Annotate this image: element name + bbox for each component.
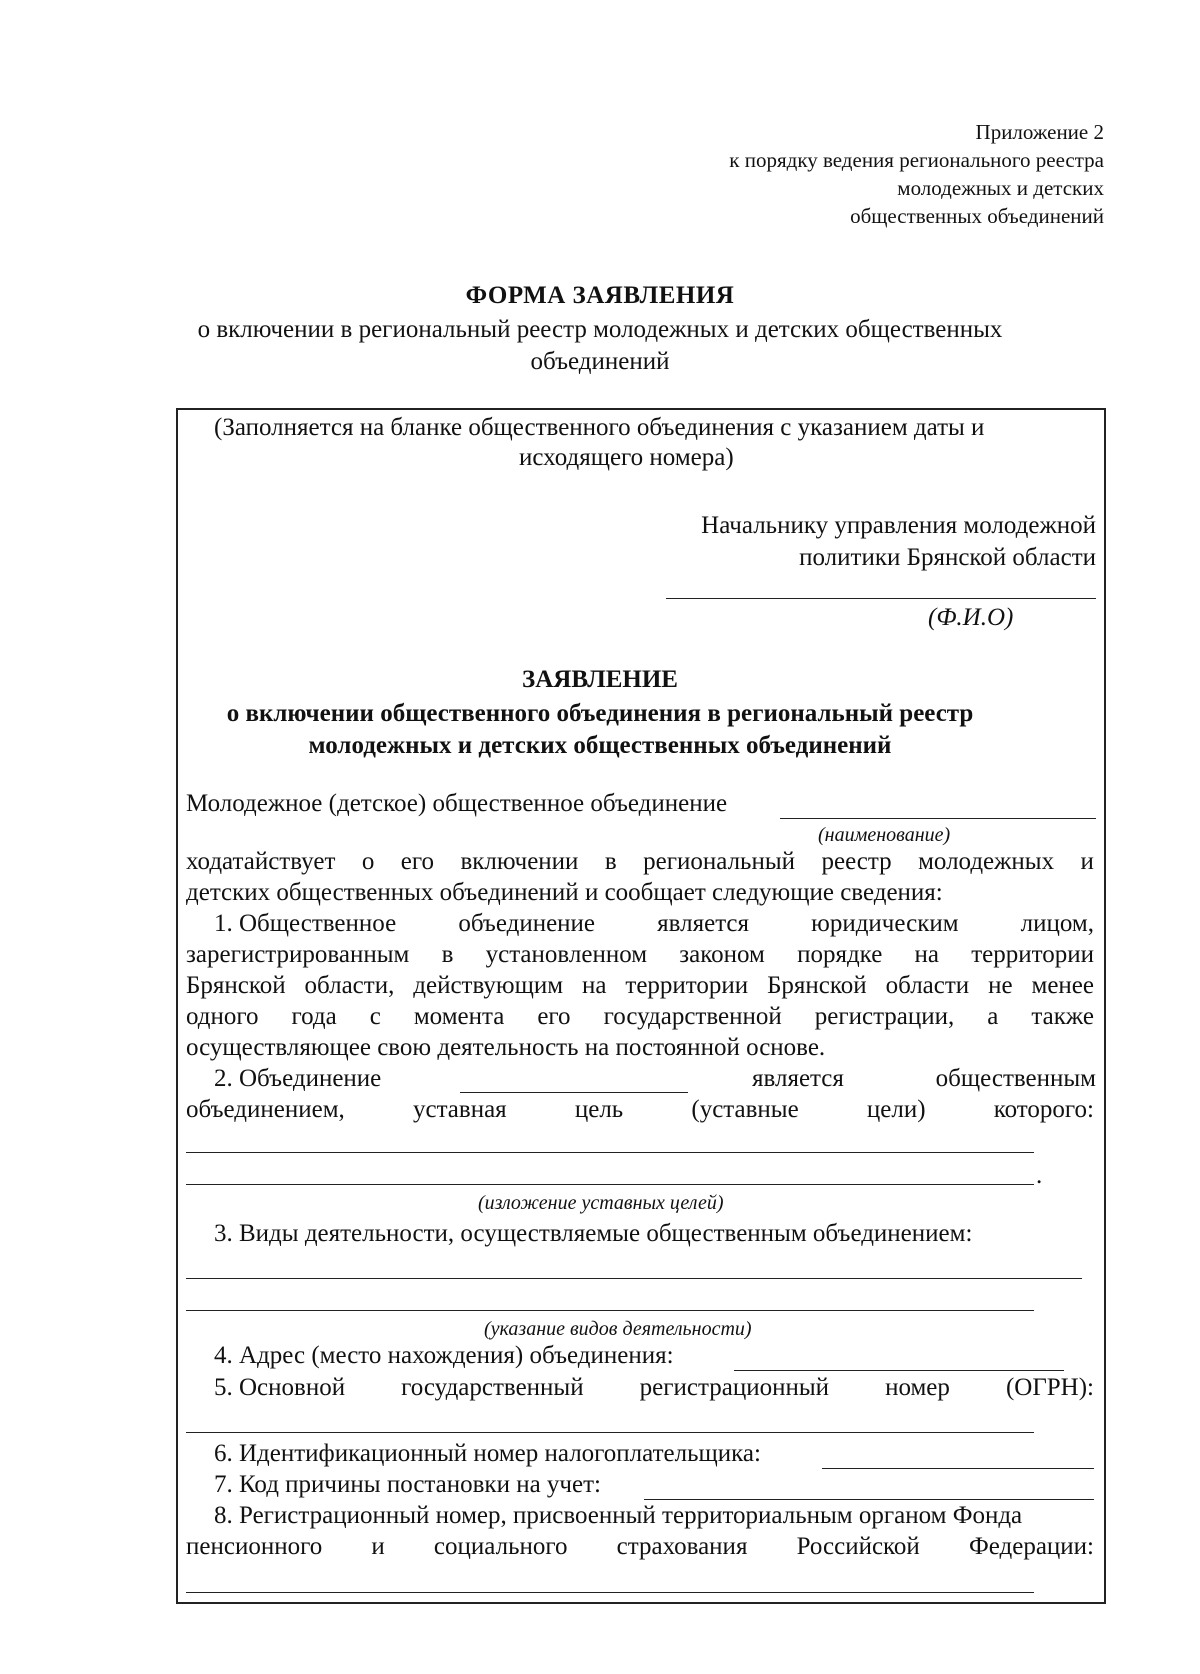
- item-7: 7. Код причины постановки на учет:: [214, 1471, 601, 1498]
- item-4: 4. Адрес (место нахождения) объединения:: [214, 1342, 674, 1369]
- form-subtitle-2: объединений: [530, 348, 670, 375]
- goals-blank-2[interactable]: [186, 1184, 1034, 1185]
- appendix-line-2: к порядку ведения регионального реестра: [729, 148, 1104, 172]
- org-blank-short[interactable]: [460, 1092, 688, 1093]
- goals-period: .: [1036, 1162, 1043, 1189]
- fio-caption: (Ф.И.О): [928, 604, 1014, 631]
- application-subtitle-1: о включении общественного объединения в региональный реестр: [226, 700, 974, 727]
- fund-number-blank[interactable]: [186, 1592, 1034, 1593]
- item-2-line-2: объединением, уставная цель (уставные цели) которого:: [186, 1096, 1094, 1123]
- org-name-blank[interactable]: [780, 818, 1096, 819]
- address-blank[interactable]: [734, 1370, 1064, 1371]
- fill-note-1: (Заполняется на бланке общественного объединения с указанием даты и: [214, 414, 985, 441]
- item-1-line-5: осуществляющее свою деятельность на постоянной основе.: [186, 1034, 826, 1061]
- item-6: 6. Идентификационный номер налогоплательщика:: [214, 1440, 761, 1467]
- item-2-start: 2. Объединение: [214, 1065, 382, 1092]
- application-subtitle-2: молодежных и детских общественных объединений: [308, 732, 892, 759]
- appendix-line-1: Приложение 2: [975, 120, 1104, 144]
- kpp-blank[interactable]: [644, 1499, 1094, 1500]
- appendix-line-4: общественных объединений: [850, 204, 1104, 228]
- item-8-line-2: пенсионного и социального страхования Российской Федерации:: [186, 1533, 1094, 1560]
- item-1-line-2: зарегистрированным в установленном законом порядке на территории: [186, 941, 1094, 968]
- activities-caption: (указание видов деятельности): [484, 1318, 752, 1340]
- appendix-note: [729, 118, 1104, 230]
- petition-line-2: детских общественных объединений и сообщает следующие сведения:: [186, 879, 943, 906]
- form-title: ФОРМА ЗАЯВЛЕНИЯ: [465, 282, 735, 309]
- appendix-line-3: молодежных и детских: [897, 176, 1104, 200]
- item-1-line-1: 1. Общественное объединение является юридическим лицом,: [214, 910, 1094, 937]
- item-1-line-3: Брянской области, действующим на территории Брянской области не менее: [186, 972, 1094, 999]
- form-subtitle-1: о включении в региональный реестр молодежных и детских общественных: [197, 316, 1003, 343]
- addressee-line-1: Начальнику управления молодежной: [701, 512, 1096, 539]
- activities-blank-2[interactable]: [186, 1310, 1034, 1311]
- name-caption: (наименование): [818, 824, 951, 846]
- petition-line-1: ходатайствует о его включении в региональный реестр молодежных и: [186, 848, 1094, 875]
- item-2-mid: является: [752, 1065, 844, 1092]
- addressee-line-2: политики Брянской области: [799, 544, 1096, 571]
- activities-blank-1[interactable]: [186, 1278, 1082, 1279]
- item-3: 3. Виды деятельности, осуществляемые общественным объединением:: [214, 1220, 973, 1247]
- org-line: Молодежное (детское) общественное объединение: [186, 790, 728, 817]
- fill-note-2: исходящего номера): [519, 444, 734, 471]
- goals-caption: (изложение уставных целей): [478, 1192, 724, 1214]
- item-8-line-1: 8. Регистрационный номер, присвоенный территориальным органом Фонда: [214, 1502, 1023, 1529]
- ogrn-blank[interactable]: [186, 1432, 1034, 1433]
- inn-blank[interactable]: [822, 1468, 1094, 1469]
- fio-blank[interactable]: [666, 598, 1096, 599]
- item-5-line-1: 5. Основной государственный регистрационный номер (ОГРН):: [214, 1374, 1094, 1401]
- goals-blank-1[interactable]: [186, 1152, 1034, 1153]
- item-2-end: общественным: [935, 1065, 1096, 1092]
- item-1-line-4: одного года с момента его государственной регистрации, а также: [186, 1003, 1094, 1030]
- application-title: ЗАЯВЛЕНИЕ: [522, 666, 678, 693]
